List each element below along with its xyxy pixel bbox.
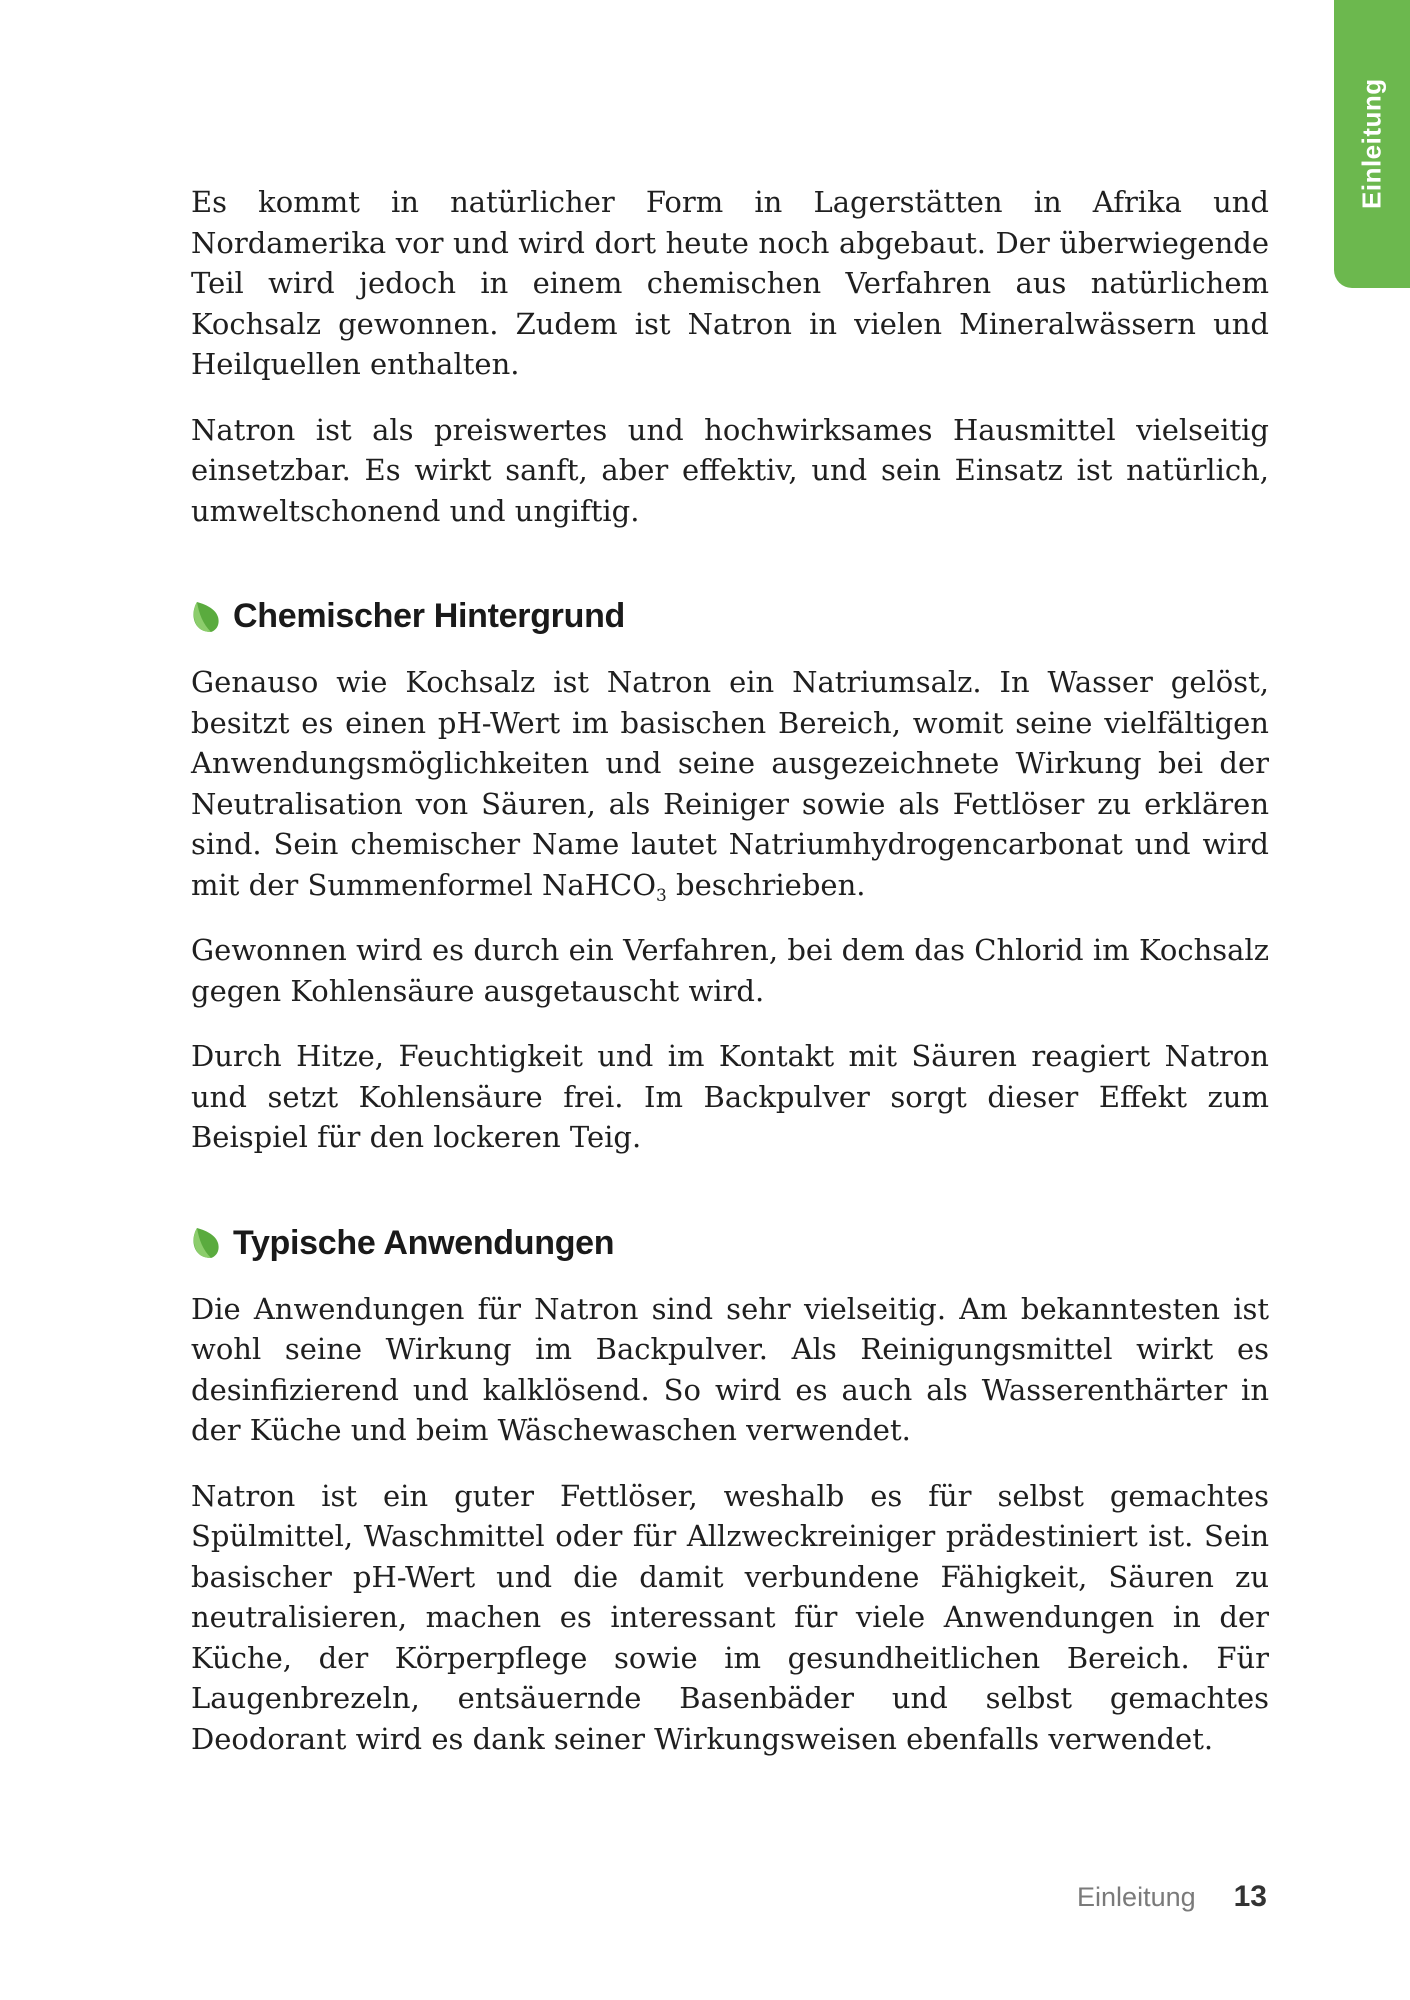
uses-paragraph-2: Natron ist ein guter Fettlöser, weshalb es für selbst gemachtes Spülmittel, Waschmittel oder für Allzweckreiniger prädestiniert ist. Sein basischer pH-Wert und die damit verbundene Fähigkeit, Säuren zu neutralisieren, machen es interessant für viele Anwendungen in der Küche, der Körperpflege sowie im gesundheitlichen Bereich. Für Laugenbrezeln, entsäuernde Basenbäder und selbst gemachtes Deodorant wird es dank seiner Wirkungsweisen ebenfalls verwendet. [191, 1478, 1269, 1756]
chemical-paragraph-2: Gewonnen wird es durch ein Verfahren, bei dem das Chlorid im Kochsalz gegen Kohlensäure ausgetauscht wird. [191, 933, 1269, 1008]
leaf-icon [191, 1226, 221, 1260]
intro-paragraph-1: Es kommt in natürlicher Form in Lagerstätten in Afrika und Nordamerika vor und wird dort heute noch abgebaut. Der überwiegende Teil wird jedoch in einem chemischen Verfahren aus natürlichem Kochsalz gewonnen. Zudem ist Natron in vielen Mineralwässern und Heilquellen enthalten. [191, 185, 1269, 381]
chapter-side-tab [1334, 0, 1410, 288]
formula-subscript: 3 [655, 885, 667, 906]
chemical-paragraph-1 [191, 662, 1269, 905]
section-heading-text: Typische Anwendungen [233, 1223, 615, 1262]
chemical-paragraph-3: Durch Hitze, Feuchtigkeit und im Kontakt mit Säuren reagiert Natron und setzt Kohlensäure frei. Im Backpulver sorgt dieser Effekt zum Beispiel für den lockeren Teig. [191, 1039, 1269, 1154]
footer-section-label: Einleitung [1077, 1882, 1196, 1912]
uses-paragraph-1: Die Anwendungen für Natron sind sehr vielseitig. Am bekanntesten ist wohl seine Wirkung im Backpulver. Als Reinigungsmittel wirkt es desinfizierend und kalklösend. So wird es auch als Wasserenthärter in der Küche und beim Wäschewaschen verwendet. [191, 1291, 1269, 1447]
section-heading-chemical-background [191, 597, 1269, 636]
section-heading-typical-uses [191, 1224, 1269, 1263]
leaf-icon [191, 600, 221, 634]
chapter-side-tab-label: Einleitung [1356, 78, 1387, 210]
chemical-paragraph-1-tail: beschrieben. [666, 867, 866, 902]
page-footer [1077, 1880, 1267, 1914]
page-content [191, 182, 1269, 1784]
intro-paragraph-2: Natron ist als preiswertes und hochwirksames Hausmittel vielseitig einsetzbar. Es wirkt sanft, aber effektiv, und sein Einsatz ist natürlich, umweltschonend und ungiftig. [191, 412, 1269, 528]
chemical-paragraph-1-text: Genauso wie Kochsalz ist Natron ein Natriumsalz. In Wasser gelöst, besitzt es einen pH-Wert im basischen Bereich, womit seine vielfältigen Anwendungsmöglichkeiten und seine ausgezeichnete Wirkung bei der Neutralisation von Säuren, als Reiniger sowie als Fettlöser zu erklären sind. Sein chemischer Name lautet Natriumhydrogencarbonat und wird mit der Summenformel NaHCO [191, 665, 1269, 902]
page-number: 13 [1233, 1880, 1267, 1913]
section-heading-text: Chemischer Hintergrund [233, 597, 626, 635]
